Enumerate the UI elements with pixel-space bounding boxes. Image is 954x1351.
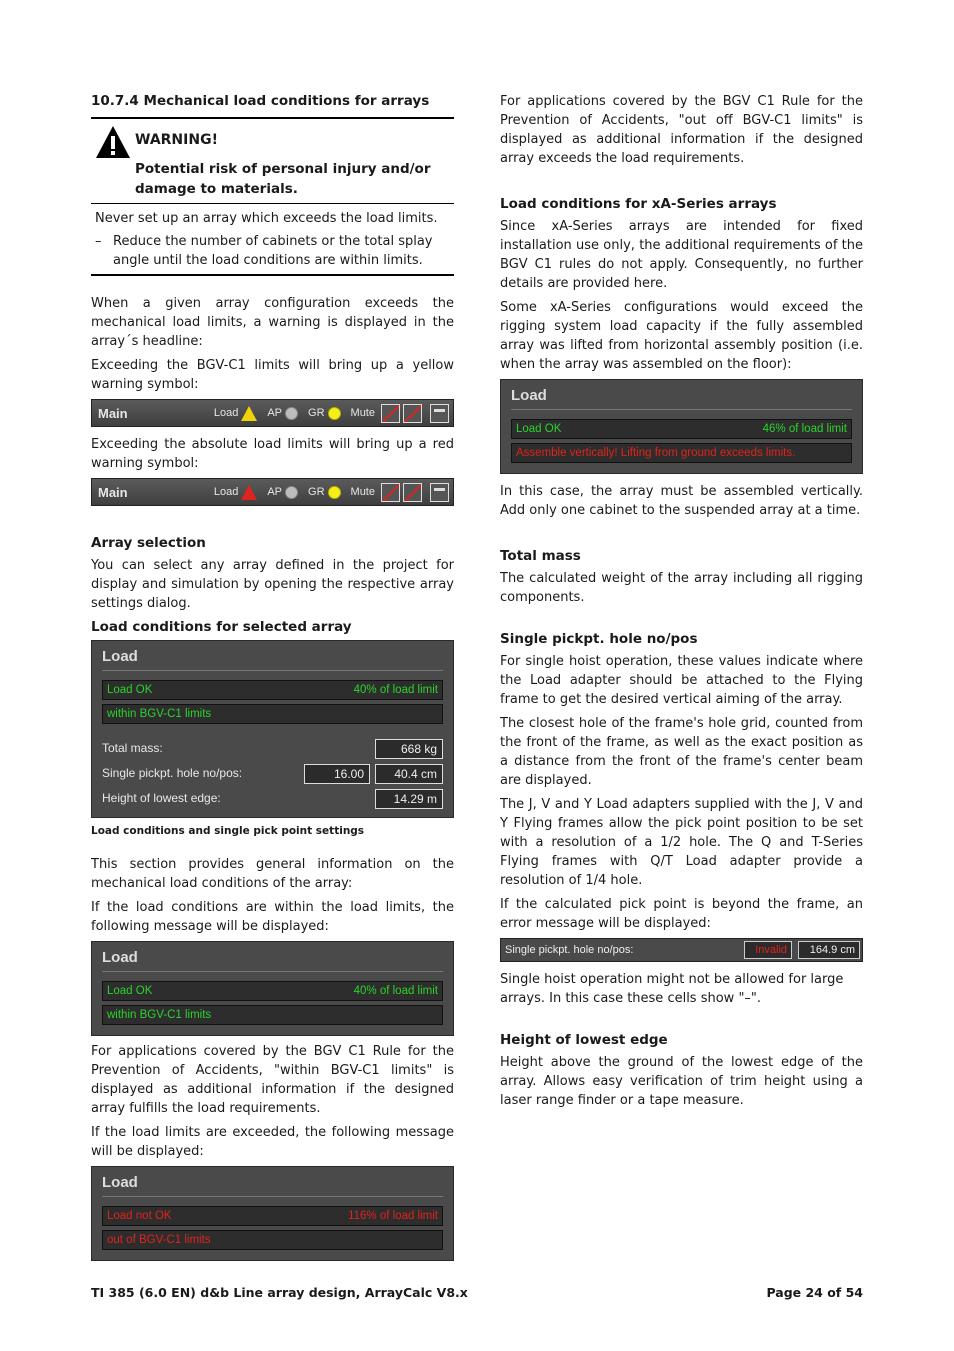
height-paragraph: Height above the ground of the lowest edge of the array. Allows easy verification of trim height using a laser range finder or a tape measure. bbox=[500, 1055, 863, 1108]
pickpoint-error-label: Single pickpt. hole no/pos: bbox=[505, 943, 634, 956]
load-panel-title: Load bbox=[511, 380, 852, 410]
load-percent-text: 46% of load limit bbox=[762, 422, 847, 435]
mute-label: Mute bbox=[350, 406, 375, 419]
load-label: Load bbox=[213, 406, 239, 419]
mute-button-1[interactable] bbox=[381, 483, 400, 502]
mute-label: Mute bbox=[350, 485, 375, 498]
load-status-bar bbox=[102, 981, 443, 1001]
load-panel-not-ok bbox=[91, 1166, 454, 1261]
pickpoint-row bbox=[102, 761, 443, 786]
bgv-status-bar bbox=[102, 1230, 443, 1250]
ap-toggle[interactable] bbox=[261, 483, 298, 502]
pickpoint-label: Single pickpt. hole no/pos: bbox=[102, 766, 243, 780]
gr-indicator-icon bbox=[328, 407, 341, 420]
gr-label: GR bbox=[308, 485, 325, 498]
warning-dash-item bbox=[95, 232, 450, 270]
bgv-within-paragraph: For applications covered by the BGV C1 Rule for the Prevention of Accidents, "within BGV-C1 limits" is displayed as additional information if the designed array fulfills the load requirements. bbox=[91, 1044, 454, 1116]
footer-doc-title: TI 385 (6.0 EN) d&b Line array design, ArrayCalc V8.x bbox=[91, 1285, 468, 1300]
warning-body bbox=[91, 204, 454, 274]
load-indicator[interactable] bbox=[208, 483, 257, 502]
toolbar-main-label: Main bbox=[98, 405, 128, 421]
height-row bbox=[102, 786, 443, 811]
warning-subtitle: Potential risk of personal injury and/or damage to materials. bbox=[135, 161, 431, 197]
load-panel-full bbox=[91, 640, 454, 818]
warning-line-2: Reduce the number of cabinets or the total splay angle until the load conditions are within limits. bbox=[113, 234, 433, 268]
xa-paragraph-2: Some xA-Series configurations would exceed the rigging system load capacity if the fully assembled array was lifted from horizontal assembly position (i.e. when the array was assembled on the floor): bbox=[500, 300, 863, 372]
single-paragraph-3: The J, V and Y Load adapters supplied with the J, V and Y Flying frames allow the pick point position to be set with a resolution of a 1/2 hole. The Q and T-Series Flying frames with Q/T Load adapter provide a resolution of 1/4 hole. bbox=[500, 797, 863, 888]
load-percent-text: 40% of load limit bbox=[353, 683, 438, 696]
load-status-bar bbox=[102, 1206, 443, 1226]
load-label: Load bbox=[213, 485, 239, 498]
dash-marker: – bbox=[95, 234, 102, 249]
xa-paragraph-1: Since xA-Series arrays are intended for fixed installation use only, the additional requirements of the BGV C1 rules do not apply. Consequently, no further details are provided here. bbox=[500, 219, 863, 291]
footer-page-number: Page 24 of 54 bbox=[766, 1285, 863, 1300]
general-paragraph: This section provides general information on the mechanical load conditions of the array: bbox=[91, 857, 454, 891]
gr-toggle[interactable] bbox=[302, 483, 341, 502]
height-label: Height of lowest edge: bbox=[102, 791, 221, 805]
single-paragraph-5: Single hoist operation might not be allowed for large arrays. In this case these cells show "–". bbox=[500, 972, 844, 1006]
load-panel-ok bbox=[91, 941, 454, 1036]
single-paragraph-4: If the calculated pick point is beyond the frame, an error message will be displayed: bbox=[500, 897, 863, 931]
warning-header bbox=[91, 119, 454, 204]
array-headline-toolbar-red bbox=[91, 478, 454, 506]
height-heading: Height of lowest edge bbox=[500, 1032, 668, 1048]
pickpoint-invalid-value: Invalid bbox=[744, 941, 792, 959]
xa-heading: Load conditions for xA-Series arrays bbox=[500, 196, 777, 212]
mute-button-1[interactable] bbox=[381, 404, 400, 423]
array-headline-toolbar-yellow bbox=[91, 399, 454, 427]
load-status-text: Load OK bbox=[516, 422, 562, 435]
warning-title: WARNING! bbox=[135, 132, 218, 148]
assemble-warning-bar bbox=[511, 443, 852, 463]
ap-indicator-icon bbox=[285, 407, 298, 420]
yellow-warning-paragraph: Exceeding the BGV-C1 limits will bring up a yellow warning symbol: bbox=[91, 358, 454, 392]
load-panel-title: Load bbox=[102, 942, 443, 972]
single-paragraph-2: The closest hole of the frame's hole grid, counted from the front of the frame, as well as the exact position as a distance from the front of the frame's center beam are displayed. bbox=[500, 716, 863, 788]
ap-label: AP bbox=[267, 406, 283, 419]
total-mass-paragraph: The calculated weight of the array including all rigging components. bbox=[500, 571, 863, 605]
gr-label: GR bbox=[308, 406, 325, 419]
total-mass-label: Total mass: bbox=[102, 741, 163, 755]
single-paragraph-1: For single hoist operation, these values indicate where the Load adapter should be attached to the Flying frame to get the desired vertical aiming of the array. bbox=[500, 654, 863, 707]
load-status-text: Load OK bbox=[107, 984, 153, 997]
ap-indicator-icon bbox=[285, 486, 298, 499]
pickpoint-hole-value: 16.00 bbox=[304, 764, 370, 784]
warning-box bbox=[91, 117, 454, 276]
mute-group bbox=[345, 483, 449, 502]
red-warning-icon bbox=[241, 485, 257, 500]
within-paragraph: If the load conditions are within the load limits, the following message will be displayed: bbox=[91, 900, 454, 934]
vertical-paragraph: In this case, the array must be assembled vertically. Add only one cabinet to the suspended array at a time. bbox=[500, 484, 863, 518]
minimize-button[interactable] bbox=[430, 483, 449, 502]
section-heading: 10.7.4 Mechanical load conditions for arrays bbox=[91, 93, 430, 109]
bgv-status-bar bbox=[102, 704, 443, 724]
load-status-bar bbox=[102, 680, 443, 700]
bgv-status-text: out of BGV-C1 limits bbox=[107, 1233, 211, 1246]
mute-group bbox=[345, 404, 449, 423]
load-panel-title: Load bbox=[102, 1167, 443, 1197]
page-footer bbox=[91, 1285, 863, 1300]
total-mass-value: 668 kg bbox=[375, 739, 443, 759]
pickpoint-error-bar bbox=[500, 938, 863, 962]
array-selection-paragraph: You can select any array defined in the project for display and simulation by opening the respective array settings dialog. bbox=[91, 558, 454, 611]
minimize-button[interactable] bbox=[430, 404, 449, 423]
mute-button-2[interactable] bbox=[403, 483, 422, 502]
height-value: 14.29 m bbox=[375, 789, 443, 809]
warning-triangle-icon bbox=[95, 125, 135, 199]
pickpoint-pos-value: 40.4 cm bbox=[375, 764, 443, 784]
pickpoint-pos-value: 164.9 cm bbox=[798, 941, 860, 959]
total-mass-row bbox=[102, 736, 443, 761]
figure-caption: Load conditions and single pick point settings bbox=[91, 825, 365, 837]
load-status-bar bbox=[511, 419, 852, 439]
bgv-status-text: within BGV-C1 limits bbox=[107, 1008, 212, 1021]
load-percent-text: 116% of load limit bbox=[348, 1209, 438, 1222]
warning-line-1: Never set up an array which exceeds the load limits. bbox=[95, 211, 438, 226]
load-percent-text: 40% of load limit bbox=[353, 984, 438, 997]
intro-paragraph: When a given array configuration exceeds the mechanical load limits, a warning is displayed in the array´s headline: bbox=[91, 296, 454, 349]
load-panel-title: Load bbox=[102, 641, 443, 671]
load-panel-xa bbox=[500, 379, 863, 474]
toolbar-main-label: Main bbox=[98, 484, 128, 500]
load-selected-heading: Load conditions for selected array bbox=[91, 619, 352, 635]
gr-indicator-icon bbox=[328, 486, 341, 499]
total-mass-heading: Total mass bbox=[500, 548, 581, 564]
load-status-text: Load not OK bbox=[107, 1209, 172, 1222]
array-selection-heading: Array selection bbox=[91, 535, 206, 551]
right-column bbox=[500, 92, 863, 1115]
red-warning-paragraph: Exceeding the absolute load limits will bring up a red warning symbol: bbox=[91, 437, 454, 471]
bgv-out-paragraph: For applications covered by the BGV C1 Rule for the Prevention of Accidents, "out off BGV-C1 limits" is displayed as additional information if the designed array exceeds the load requirements. bbox=[500, 94, 863, 166]
gr-toggle[interactable] bbox=[302, 404, 341, 423]
exceeded-paragraph: If the load limits are exceeded, the following message will be displayed: bbox=[91, 1125, 454, 1159]
single-pickpoint-heading: Single pickpt. hole no/pos bbox=[500, 631, 698, 647]
load-status-text: Load OK bbox=[107, 683, 153, 696]
bgv-status-bar bbox=[102, 1005, 443, 1025]
ap-label: AP bbox=[267, 485, 283, 498]
left-column bbox=[91, 92, 454, 1261]
assemble-warning-text: Assemble vertically! Lifting from ground exceeds limits. bbox=[516, 446, 796, 459]
bgv-status-text: within BGV-C1 limits bbox=[107, 707, 212, 720]
mute-button-2[interactable] bbox=[403, 404, 422, 423]
load-indicator[interactable] bbox=[208, 404, 257, 423]
yellow-warning-icon bbox=[241, 406, 257, 421]
ap-toggle[interactable] bbox=[261, 404, 298, 423]
